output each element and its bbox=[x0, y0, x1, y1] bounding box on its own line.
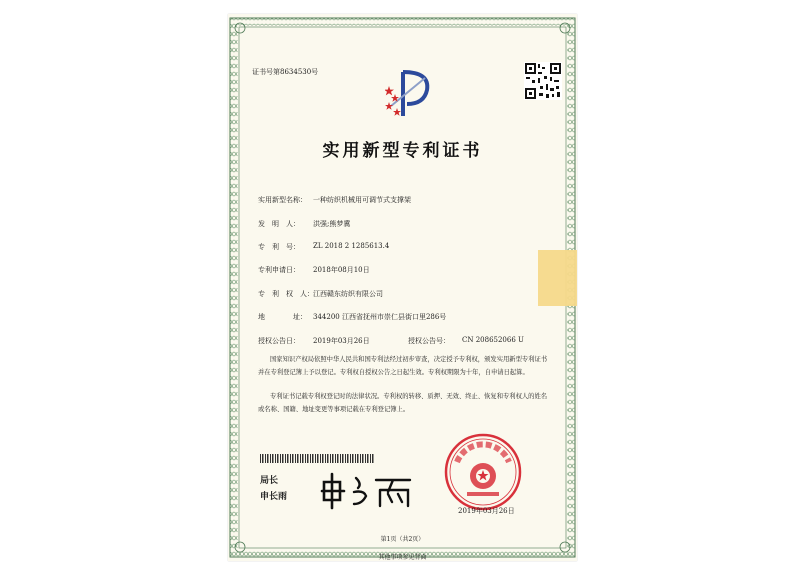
field-label-application-date: 专利申请日： bbox=[258, 266, 300, 274]
signer-title: 局长 bbox=[260, 476, 279, 486]
field-value-grant-number: CN 208652066 U bbox=[462, 336, 524, 344]
field-value-application-date: 2018年08月10日 bbox=[313, 266, 370, 274]
field-label-name: 实用新型名称： bbox=[258, 196, 307, 204]
field-label-grant-date: 授权公告日： bbox=[258, 337, 300, 345]
patent-office-logo-icon bbox=[385, 64, 435, 124]
field-value-patentee: 江西赣东纺织有限公司 bbox=[313, 290, 383, 298]
field-value-name: 一种纺织机械用可调节式支撑架 bbox=[313, 196, 411, 204]
page-info: 第1页（共2页） bbox=[380, 536, 425, 543]
field-value-address: 344200 江西省抚州市崇仁县街口里286号 bbox=[313, 313, 447, 321]
field-label-grant-number: 授权公告号： bbox=[408, 337, 450, 345]
field-label-patent-number: 专 利 号： bbox=[258, 243, 300, 251]
field-label-patentee: 专 利 权 人： bbox=[258, 290, 314, 298]
barcode-icon bbox=[260, 454, 375, 463]
certificate-paragraph-1: 国家知识产权局依照中华人民共和国专利法经过初步审查，决定授予专利权，颁发实用新型专利证书并在专利登记簿上予以登记。专利权自授权公告之日起生效。专利权期限为十年，自申请日起算。 bbox=[258, 356, 548, 376]
official-seal-icon bbox=[443, 432, 523, 512]
director-signature bbox=[318, 470, 418, 510]
seal-date: 2019年03月26日 bbox=[458, 507, 515, 515]
field-value-inventor: 洪强;熊梦冀 bbox=[313, 220, 351, 228]
field-value-patent-number: ZL 2018 2 1285613.4 bbox=[313, 242, 390, 250]
sticky-note bbox=[538, 250, 577, 306]
field-value-grant-date: 2019年03月26日 bbox=[313, 337, 370, 345]
certificate-title: 实用新型专利证书 bbox=[322, 141, 483, 161]
patent-certificate bbox=[228, 14, 577, 561]
certificate-number: 证书号第8634530号 bbox=[252, 68, 319, 76]
field-label-address: 地 址： bbox=[258, 313, 307, 321]
signer-name: 申长雨 bbox=[260, 492, 288, 502]
footer-note: 其他事项参见背面 bbox=[378, 554, 427, 561]
certificate-paragraph-2: 专利证书记载专利权登记时的法律状况。专利权的转移、质押、无效、终止、恢复和专利权人的姓名或名称、国籍、地址变更等事项记载在专利登记簿上。 bbox=[258, 393, 548, 413]
field-label-inventor: 发 明 人： bbox=[258, 220, 300, 228]
qr-code-icon bbox=[524, 62, 562, 100]
